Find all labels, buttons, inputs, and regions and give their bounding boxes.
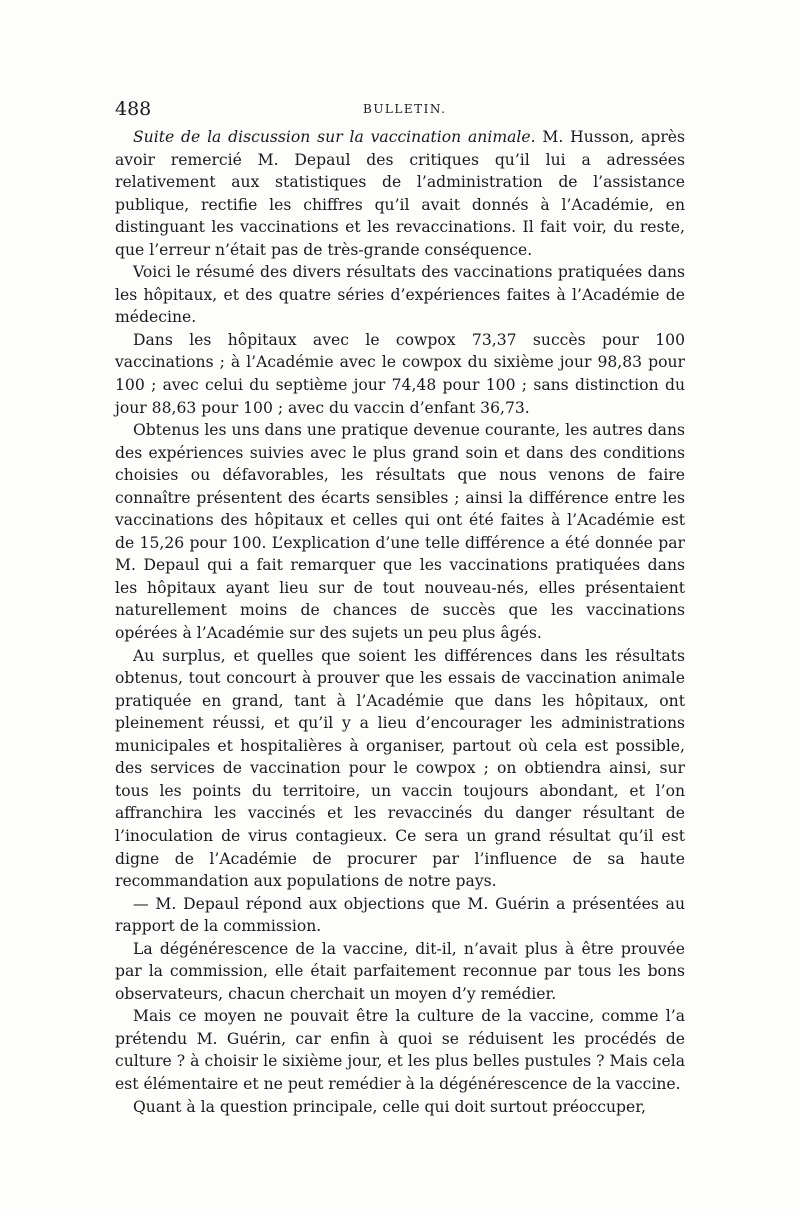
paragraph: Voici le résumé des divers résultats des vaccinations pratiquées dans les hôpitaux, et des quatre séries d’expériences faites à l’Académie de médecine.: [115, 263, 685, 327]
paragraph-text: M. Husson, après avoir remercié M. Depaul des critiques qu’il lui a adressées relativement aux statistiques de l’administration de l’assistance publique, rectifie les chiffres qu’il avait donnés à l’Académie, en distinguant les vaccinations et les revaccinations. Il fait voir, du reste, que l’erreur n’était pas de très-grande conséquence.: [115, 128, 686, 259]
paragraph: [115, 126, 685, 261]
paragraph: Mais ce moyen ne pouvait être la culture de la vaccine, comme l’a prétendu M. Guérin, car enfin à quoi se réduisent les procédés de culture ? à choisir le sixième jour, et les plus belles pustules ? Mais cela est élémentaire et ne peut remédier à la dégénérescence de la vaccine.: [115, 1007, 685, 1093]
paragraph: Au surplus, et quelles que soient les différences dans les résultats obtenus, tout concourt à prouver que les essais de vaccination animale pratiquée en grand, tant à l’Académie que dans les hôpitaux, ont pleinement réussi, et qu’il y a lieu d’encourager les administrations municipales et hospitalières à organiser, partout où cela est possible, des services de vaccination pour le cowpox ; on obtiendra ainsi, sur tous les points du territoire, un vaccin toujours abondant, et l’on affranchira les vaccinés et les revaccinés du danger résultant de l’inoculation de virus contagieux. Ce sera un grand résultat qu’il est digne de l’Académie de procurer par l’influence de sa haute recommandation aux populations de notre pays.: [115, 646, 685, 891]
page-number: 488: [115, 98, 152, 120]
paragraph: Quant à la question principale, celle qui doit surtout préoccuper,: [133, 1097, 646, 1116]
paragraph: Dans les hôpitaux avec le cowpox 73,37 succès pour 100 vaccinations ; à l’Académie avec le cowpox du sixième jour 98,83 pour 100 ; avec celui du septième jour 74,48 pour 100 ; sans distinction du jour 88,63 pour 100 ; avec du vaccin d’enfant 36,73.: [115, 330, 685, 417]
paragraph: — M. Depaul répond aux objections que M. Guérin a présentées au rapport de la commission.: [115, 894, 685, 936]
paragraph: Obtenus les uns dans une pratique devenue courante, les autres dans des expériences suivies avec le plus grand soin et dans des conditions choisies ou défavorables, les résultats que nous venons de faire connaître présentent des écarts sensibles ; ainsi la différence entre les vaccinations des hôpitaux et celles qui ont été faites à l’Académie est de 15,26 pour 100. L’explication d’une telle différence a été donnée par M. Depaul qui a fait remarquer que les vaccinations pratiquées dans les hôpitaux ayant lieu sur de tout nouveau-nés, elles présentaient naturellement moins de chances de succès que les vaccinations opérées à l’Académie sur des sujets un peu plus âgés.: [115, 421, 685, 643]
page-header: [115, 98, 690, 122]
section-heading-italic: Suite de la discussion sur la vaccination animale.: [133, 128, 536, 146]
body-text: [115, 126, 685, 1118]
running-title: BULLETIN.: [363, 102, 447, 116]
paragraph: La dégénérescence de la vaccine, dit-il, n’avait plus à être prouvée par la commission, elle était parfaitement reconnue par tous les bons observateurs, chacun cherchait un moyen d’y remédier.: [115, 939, 685, 1003]
